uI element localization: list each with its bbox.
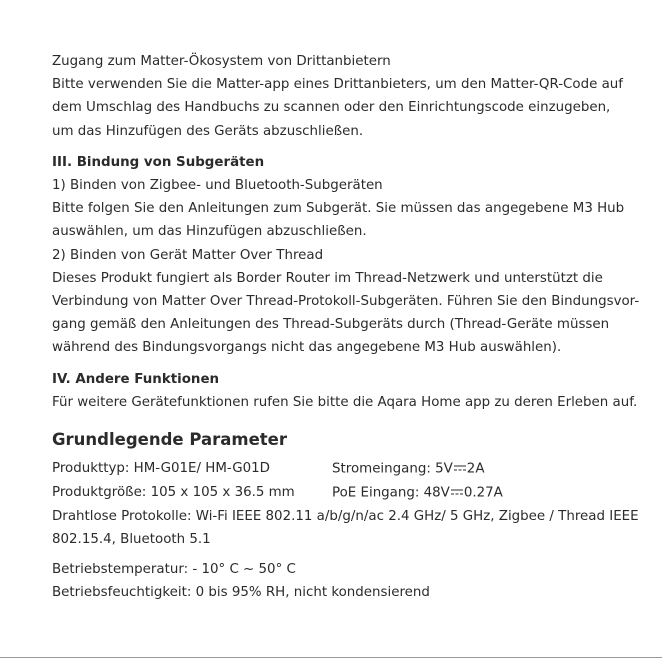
- power-input-label: Stromeingang: 5V: [332, 461, 453, 477]
- poe-value: 0.27A: [463, 485, 503, 501]
- dc-symbol-icon: [451, 481, 463, 504]
- section3-line: Dieses Produkt fungiert als Border Router im Thread-Netzwerk und unterstützt die: [52, 270, 603, 286]
- operating-humidity: Betriebsfeuchtigkeit: 0 bis 95% RH, nicht kondensierend: [52, 585, 430, 601]
- manual-page: [52, 50, 642, 604]
- section3-line: während des Bindungsvorgangs nicht das angegebene M3 Hub auswählen).: [52, 340, 562, 356]
- wireless-protocols-cont: 802.15.4, Bluetooth 5.1: [52, 531, 211, 547]
- section3-line: Bitte folgen Sie den Anleitungen zum Subgerät. Sie müssen das angegebene M3 Hub: [52, 201, 625, 217]
- section3-line: gang gemäß den Anleitungen des Thread-Subgeräts durch (Thread-Geräte müssen: [52, 317, 610, 333]
- power-input: [332, 457, 484, 481]
- section3-line: Verbindung von Matter Over Thread-Protokoll-Subgeräten. Führen Sie den Bindungsvor-: [52, 294, 640, 310]
- section3-line: 2) Binden von Gerät Matter Over Thread: [52, 247, 324, 263]
- operating-temperature: Betriebstemperatur: - 10° C ~ 50° C: [52, 562, 296, 578]
- section3-line: 1) Binden von Zigbee- und Bluetooth-Subgeräten: [52, 178, 383, 194]
- section3-heading: III. Bindung von Subgeräten: [52, 154, 265, 170]
- product-size: Produktgröße: 105 x 105 x 36.5 mm: [52, 484, 295, 500]
- params-row: [52, 481, 642, 505]
- section4-heading: IV. Andere Funktionen: [52, 371, 220, 387]
- section3-line: auswählen, um das Hinzufügen abzuschließen.: [52, 224, 367, 240]
- bottom-divider: [0, 657, 662, 658]
- product-type: Produkttyp: HM-G01E/ HM-G01D: [52, 461, 270, 477]
- params-heading: Grundlegende Parameter: [52, 430, 287, 450]
- intro-line: Bitte verwenden Sie die Matter-app eines Drittanbieters, um den Matter-QR-Code auf: [52, 77, 624, 93]
- poe-input: [332, 481, 503, 505]
- power-input-value: 2A: [466, 461, 485, 477]
- params-row: [52, 457, 642, 481]
- intro-line: um das Hinzufügen des Geräts abzuschließen.: [52, 123, 364, 139]
- intro-line: dem Umschlag des Handbuchs zu scannen oder den Einrichtungscode einzugeben,: [52, 100, 611, 116]
- poe-label: PoE Eingang: 48V: [332, 485, 450, 501]
- wireless-protocols: Drahtlose Protokolle: Wi-Fi IEEE 802.11 a/b/g/n/ac 2.4 GHz/ 5 GHz, Zigbee / Thread IEEE: [52, 508, 639, 524]
- intro-heading: Zugang zum Matter-Ökosystem von Drittanbietern: [52, 54, 391, 69]
- section4-line: Für weitere Gerätefunktionen rufen Sie bitte die Aqara Home app zu deren Erleben auf.: [52, 394, 638, 410]
- dc-symbol-icon: [454, 457, 466, 480]
